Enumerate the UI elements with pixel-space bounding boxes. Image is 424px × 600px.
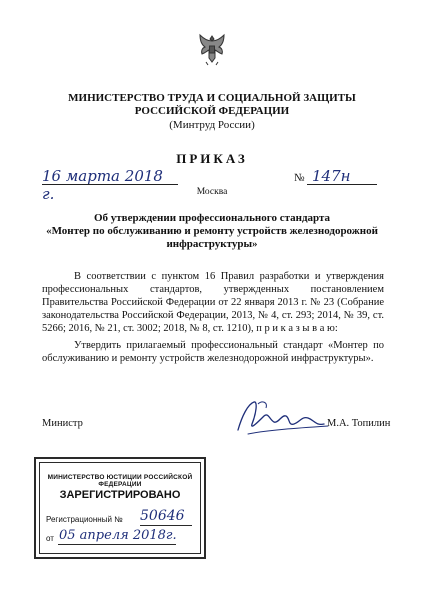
heading-line3: инфраструктуры» (166, 238, 258, 250)
stamp-from-date: 05 апреля 2018г. (59, 528, 177, 543)
body-paragraph-1: В соответствии с пунктом 16 Правил разработки и утверждения профессиональных стандартов, утвержденных постановлением Правительства Российской Федерации от 22 января 2013 г. № 23 (Собрание законодательства Российской Федерации, 2013, № 4, ст. 293; 2014, № 39, ст. 5266; 2016, № 21, ст. 3002; 2018, № 8, ст. 1210), п р и к а з ы в а ю: (42, 271, 384, 334)
handwritten-signature-icon (228, 396, 332, 440)
document-heading (40, 212, 384, 251)
double-headed-eagle-emblem-icon (197, 32, 227, 66)
stamp-registered: ЗАРЕГИСТРИРОВАНО (59, 489, 181, 501)
ministry-name-line2: РОССИЙСКОЙ ФЕДЕРАЦИИ (134, 105, 290, 117)
ministry-short-name: (Минтруд России) (169, 119, 255, 131)
order-number: 147н (312, 167, 351, 185)
order-number-label: № (294, 172, 305, 184)
ministry-name-line1: МИНИСТЕРСТВО ТРУДА И СОЦИАЛЬНОЙ ЗАЩИТЫ (68, 92, 356, 104)
stamp-ministry: МИНИСТЕРСТВО ЮСТИЦИИ РОССИЙСКОЙ ФЕДЕРАЦИИ (47, 474, 193, 488)
stamp-reg-underline (140, 525, 192, 526)
minister-position: Министр (42, 418, 83, 429)
number-underline (307, 184, 377, 185)
order-city: Москва (196, 187, 228, 197)
stamp-from-underline (58, 544, 176, 545)
date-underline (42, 184, 178, 185)
heading-line2: «Монтер по обслуживанию и ремонту устройств железнодорожной (46, 225, 378, 237)
registration-stamp (34, 457, 206, 559)
heading-line1: Об утверждении профессионального стандарта (93, 212, 331, 224)
stamp-from-label: от (46, 534, 54, 543)
stamp-reg-number: 50646 (140, 508, 185, 524)
order-title: ПРИКАЗ (176, 151, 248, 166)
body-paragraph-2: Утвердить прилагаемый профессиональный стандарт «Монтер по обслуживанию и ремонту устройств железнодорожной инфраструктуры». (42, 340, 384, 364)
stamp-reg-label: Регистрационный № (46, 515, 123, 524)
minister-name: М.А. Топилин (327, 418, 391, 429)
order-date: 16 марта 2018 г. (42, 167, 163, 203)
ministry-name (0, 92, 424, 118)
